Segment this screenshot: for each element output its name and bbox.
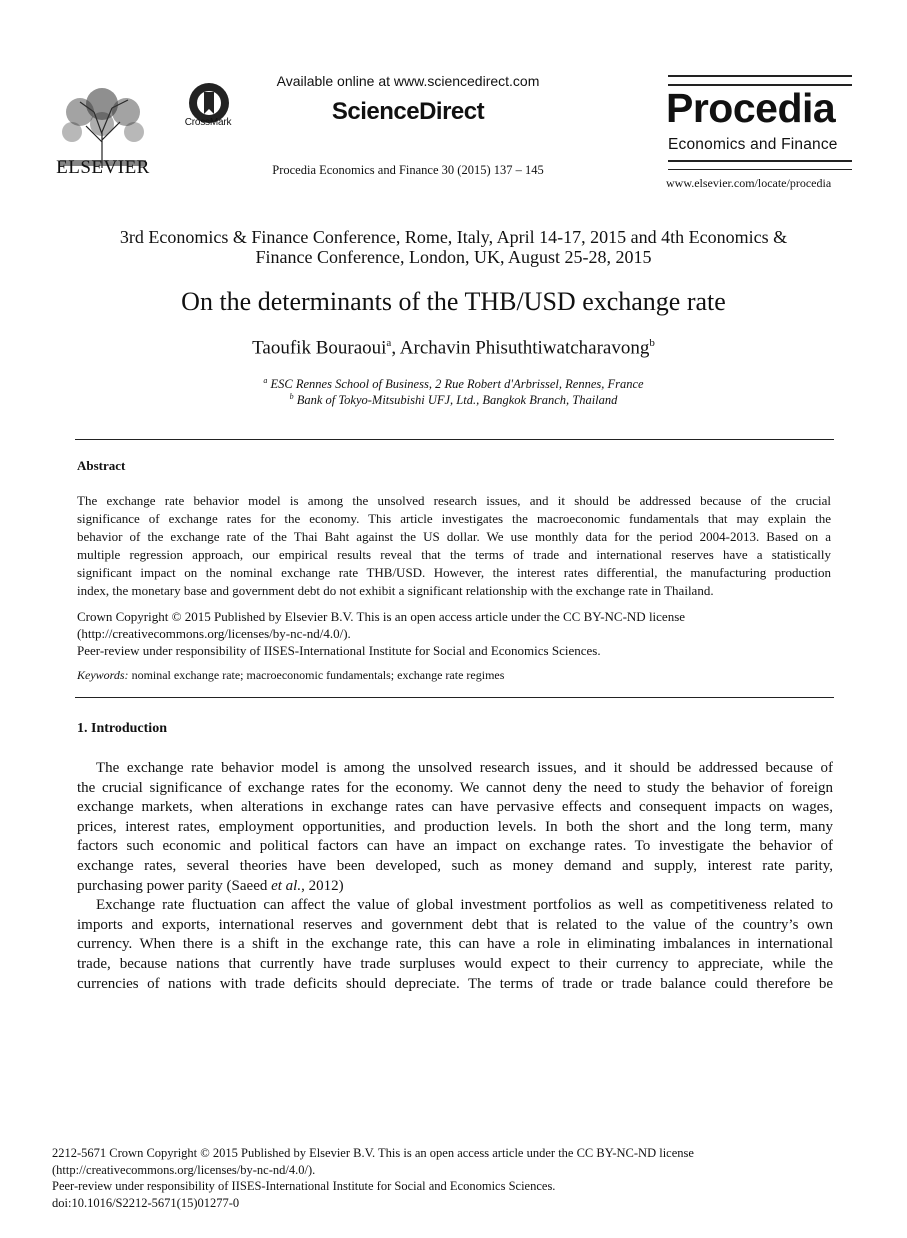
journal-subtitle: Economics and Finance <box>668 136 838 153</box>
body-line: trade, because nations that currently have trade surpluses would expect to their currency to appreciate, while the <box>77 955 833 972</box>
footer-peer-review: Peer-review under responsibility of IISES-International Institute for Social and Economics Sciences. <box>52 1179 556 1193</box>
affil-mark: a <box>263 376 268 385</box>
keywords-label: Keywords: <box>77 668 129 682</box>
conference-info <box>60 227 847 267</box>
license-line: Crown Copyright © 2015 Published by Elsevier B.V. This is an open access article under the CC BY-NC-ND license <box>77 609 686 624</box>
keywords <box>77 668 831 683</box>
crossmark-label: CrossMark <box>184 117 232 128</box>
footer-copyright: 2212-5671 Crown Copyright © 2015 Published by Elsevier B.V. This is an open access article under the CC BY-NC-ND license <box>52 1146 694 1160</box>
keywords-list: nominal exchange rate; macroeconomic fundamentals; exchange rate regimes <box>128 668 505 682</box>
abstract-line: index, the monetary base and government debt do not exhibit a significant relationship with the exchange rate in Thailand. <box>77 583 714 598</box>
license-link[interactable]: (http://creativecommons.org/licenses/by-nc-nd/4.0/). <box>77 626 351 641</box>
footer-license-link[interactable]: (http://creativecommons.org/licenses/by-nc-nd/4.0/). <box>52 1162 316 1177</box>
author-affil-mark: b <box>649 337 655 349</box>
body-line: currencies of nations with trade deficits should depreciate. The terms of trade or trade balance could therefore be <box>77 975 833 992</box>
body-line: prices, interest rates, employment opportunities, and production levels. In both the short and the long term, many <box>77 818 833 835</box>
affiliation <box>40 392 867 408</box>
peer-review-line: Peer-review under responsibility of IISES-International Institute for Social and Economics Sciences. <box>77 643 601 658</box>
author-separator: , <box>391 337 400 359</box>
body-line: currency. When there is a shift in the exchange rate, this can have a role in eliminating imbalances in international <box>77 936 833 953</box>
paper-title: On the determinants of the THB/USD exchange rate <box>181 287 726 316</box>
abstract-text <box>77 492 831 600</box>
author-list <box>40 337 867 359</box>
body-line: factors such economic and political factors can have an impact on exchange rates. To investigate the behavior of <box>77 838 833 855</box>
journal-reference: Procedia Economics and Finance 30 (2015) 137 – 145 <box>272 163 544 177</box>
journal-name: Procedia <box>666 85 836 131</box>
author-affil-mark: a <box>386 337 392 349</box>
body-line: The exchange rate behavior model is among the unsolved research issues, and it should be addressed because of <box>96 760 833 776</box>
affiliation <box>40 376 867 392</box>
author-name: Archavin Phisuthtiwatcharavong <box>399 337 650 359</box>
affil-text: ESC Rennes School of Business, 2 Rue Robert d'Arbrissel, Rennes, France <box>267 377 644 392</box>
journal-url[interactable]: www.elsevier.com/locate/procedia <box>666 176 832 190</box>
author-name: Taoufik Bouraoui <box>252 337 387 359</box>
abstract-line: significance of exchange rates for the economy. This article investigates the macroeconomic fundamentals that may explain the <box>77 511 831 526</box>
sciencedirect-logo-text: ScienceDirect <box>331 98 485 125</box>
abstract-line: multiple regression approach, our empirical results reveal that the terms of trade and international reserves have a statistically <box>77 547 831 562</box>
publisher-name: ELSEVIER <box>56 157 150 178</box>
citation-etal: et al. <box>271 877 302 894</box>
intro-text <box>77 759 833 994</box>
available-online-text: Available online at www.sciencedirect.com <box>276 73 540 89</box>
affil-text: Bank of Tokyo-Mitsubishi UFJ, Ltd., Bangkok Branch, Thailand <box>293 393 618 408</box>
affil-mark: b <box>289 392 294 401</box>
body-line: exchange markets, when alterations in exchange rates can have pervasive effects and consequent impacts on wages, <box>77 799 833 816</box>
license-text <box>77 608 831 659</box>
body-line <box>77 877 833 897</box>
divider <box>75 439 834 440</box>
conference-line: Finance Conference, London, UK, August 25-28, 2015 <box>255 247 652 267</box>
body-line: the crucial significance of exchange rates for the economy. We cannot deny the need to study the behavior of foreign <box>77 779 833 796</box>
body-text: purchasing power parity (Saeed <box>77 877 272 894</box>
section-heading: 1. Introduction <box>77 721 167 736</box>
divider <box>75 697 834 698</box>
procedia-bottom-rule <box>668 160 852 170</box>
abstract-line: The exchange rate behavior model is among the unsolved research issues, and it should be addressed because of the crucial <box>77 493 831 508</box>
conference-line: 3rd Economics & Finance Conference, Rome, Italy, April 14-17, 2015 and 4th Economics & <box>119 227 788 247</box>
body-line: exchange rates, several theories have been developed, such as money demand and supply, interest rate parity, <box>77 857 833 874</box>
abstract-line: behavior of the exchange rate of the Thai Baht against the US dollar. We use monthly data for the period 2004-2013. Based on a <box>77 529 831 544</box>
abstract-line: significant impact on the nominal exchange rate THB/USD. However, the interest rates differential, the manufacturing production <box>77 565 831 580</box>
footer-doi[interactable]: doi:10.1016/S2212-5671(15)01277-0 <box>52 1195 240 1210</box>
body-line: Exchange rate fluctuation can affect the value of global investment portfolios as well as competitiveness related to <box>96 897 833 914</box>
footer-notes <box>52 1145 832 1211</box>
body-line: imports and exports, international reserves and government debt that is related to the value of the country’s own <box>77 916 833 933</box>
abstract-heading: Abstract <box>77 458 126 473</box>
body-text: , 2012) <box>301 877 344 894</box>
